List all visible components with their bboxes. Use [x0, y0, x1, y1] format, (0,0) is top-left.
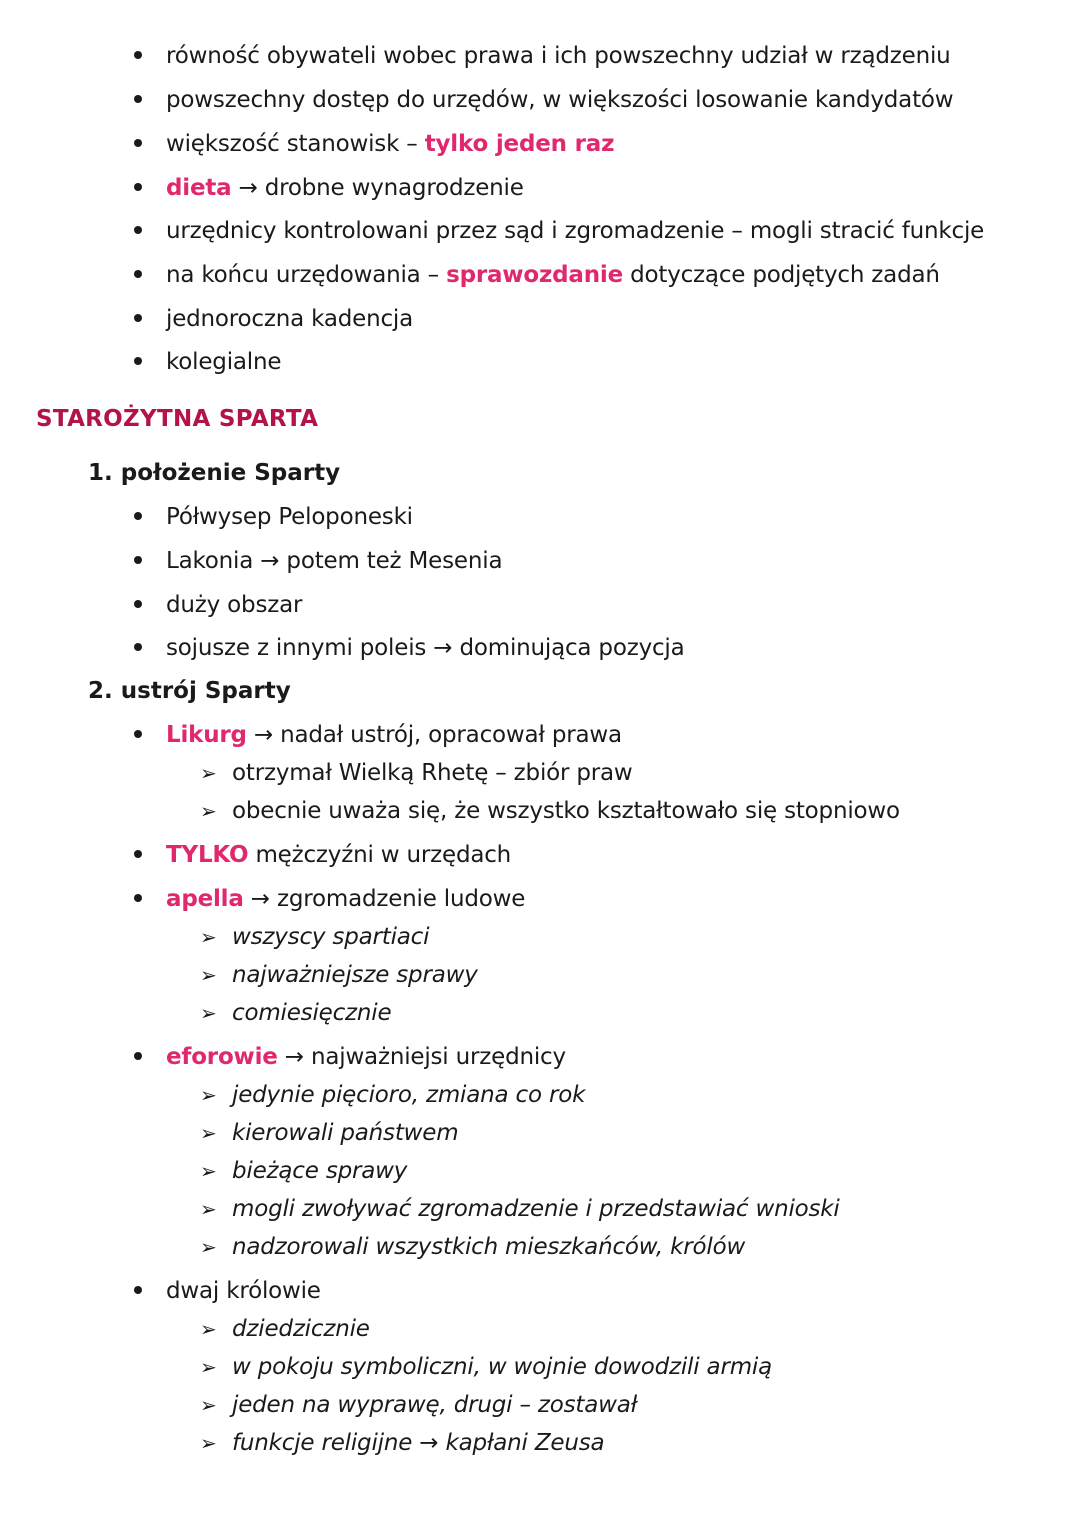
highlight-term: tylko jeden raz: [424, 131, 615, 157]
sub-list-item: jeden na wyprawę, drugi – zostawał: [232, 1392, 638, 1418]
arrow-bullet-icon: ➢: [200, 1431, 217, 1455]
list-item: [166, 173, 524, 203]
arrow-bullet-icon: ➢: [200, 1121, 217, 1145]
sub-list-item: mogli zwoływać zgromadzenie i przedstawiać wnioski: [232, 1196, 840, 1222]
bullet-dot: [134, 357, 142, 365]
list-item: [166, 720, 622, 750]
list-item: Półwysep Peloponeski: [166, 504, 413, 530]
list-item-text: na końcu urzędowania –: [166, 262, 447, 288]
arrow-bullet-icon: ➢: [200, 761, 217, 785]
arrow-bullet-icon: ➢: [200, 1001, 217, 1025]
list-item: sojusze z innymi poleis → dominująca pozycja: [166, 635, 685, 661]
list-item-text: większość stanowisk –: [166, 131, 425, 157]
bullet-dot: [134, 183, 142, 191]
list-item-text: → nadał ustrój, opracował prawa: [246, 722, 622, 748]
arrow-bullet-icon: ➢: [200, 963, 217, 987]
list-item: jednoroczna kadencja: [166, 306, 413, 332]
list-item-text: → drobne wynagrodzenie: [231, 175, 524, 201]
list-item: kolegialne: [166, 349, 282, 375]
bullet-dot: [134, 1286, 142, 1294]
highlight-term: sprawozdanie: [446, 262, 623, 288]
bullet-dot: [134, 512, 142, 520]
list-item-text: → najważniejsi urzędnicy: [277, 1044, 566, 1070]
list-item: dwaj królowie: [166, 1278, 321, 1304]
bullet-dot: [134, 226, 142, 234]
arrow-bullet-icon: ➢: [200, 1159, 217, 1183]
list-item: równość obywateli wobec prawa i ich powszechny udział w rządzeniu: [166, 43, 951, 69]
arrow-bullet-icon: ➢: [200, 799, 217, 823]
bullet-dot: [134, 1052, 142, 1060]
sub-list-item: obecnie uważa się, że wszystko kształtowało się stopniowo: [232, 798, 900, 824]
sub-list-item: w pokoju symboliczni, w wojnie dowodzili armią: [232, 1354, 772, 1380]
list-item: [166, 840, 511, 870]
list-item: duży obszar: [166, 592, 303, 618]
highlight-term: dieta: [166, 175, 232, 201]
bullet-dot: [134, 314, 142, 322]
bullet-dot: [134, 730, 142, 738]
subsection-label: ustrój Sparty: [120, 678, 291, 704]
arrow-bullet-icon: ➢: [200, 1317, 217, 1341]
list-item: [166, 260, 940, 290]
arrow-bullet-icon: ➢: [200, 1197, 217, 1221]
bullet-dot: [134, 95, 142, 103]
list-item: [166, 1042, 566, 1072]
sub-list-item: wszyscy spartiaci: [232, 924, 430, 950]
subsection-title: [88, 676, 291, 706]
list-item-text: mężczyźni w urzędach: [248, 842, 512, 868]
bullet-dot: [134, 270, 142, 278]
sub-list-item: kierowali państwem: [232, 1120, 459, 1146]
bullet-dot: [134, 51, 142, 59]
subsection-number: 1.: [88, 460, 113, 486]
bullet-dot: [134, 643, 142, 651]
list-item: urzędnicy kontrolowani przez sąd i zgromadzenie – mogli stracić funkcje: [166, 218, 985, 244]
section-heading: STAROŻYTNA SPARTA: [36, 406, 319, 432]
arrow-bullet-icon: ➢: [200, 1355, 217, 1379]
list-item: [166, 129, 614, 159]
sub-list-item: najważniejsze sprawy: [232, 962, 478, 988]
bullet-dot: [134, 600, 142, 608]
sub-list-item: comiesięcznie: [232, 1000, 392, 1026]
sub-list-item: nadzorowali wszystkich mieszkańców, królów: [232, 1234, 746, 1260]
list-item: powszechny dostęp do urzędów, w większości losowanie kandydatów: [166, 87, 954, 113]
list-item-text: → zgromadzenie ludowe: [243, 886, 526, 912]
sub-list-item: dziedzicznie: [232, 1316, 370, 1342]
highlight-term: Likurg: [166, 722, 247, 748]
arrow-bullet-icon: ➢: [200, 1393, 217, 1417]
bullet-dot: [134, 850, 142, 858]
highlight-term: eforowie: [166, 1044, 278, 1070]
subsection-title: [88, 458, 340, 488]
bullet-dot: [134, 894, 142, 902]
sub-list-item: funkcje religijne → kapłani Zeusa: [232, 1430, 605, 1456]
subsection-label: położenie Sparty: [120, 460, 341, 486]
list-item: [166, 884, 525, 914]
subsection-number: 2.: [88, 678, 113, 704]
highlight-term: TYLKO: [166, 842, 249, 868]
arrow-bullet-icon: ➢: [200, 925, 217, 949]
arrow-bullet-icon: ➢: [200, 1083, 217, 1107]
bullet-dot: [134, 139, 142, 147]
sub-list-item: bieżące sprawy: [232, 1158, 408, 1184]
sub-list-item: jedynie pięcioro, zmiana co rok: [232, 1082, 586, 1108]
bullet-dot: [134, 556, 142, 564]
arrow-bullet-icon: ➢: [200, 1235, 217, 1259]
highlight-term: apella: [166, 886, 244, 912]
list-item-text: dotyczące podjętych zadań: [623, 262, 940, 288]
list-item: Lakonia → potem też Mesenia: [166, 548, 503, 574]
sub-list-item: otrzymał Wielką Rhetę – zbiór praw: [232, 760, 633, 786]
